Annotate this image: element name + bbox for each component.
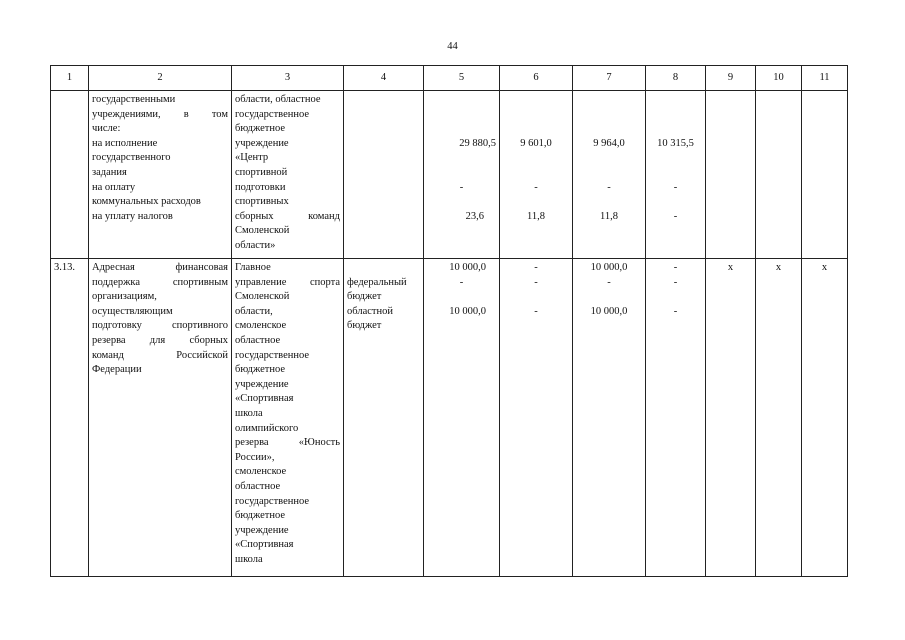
amount-cell-col8: [646, 259, 706, 577]
executor-cell: [232, 91, 344, 259]
amount-value: -: [534, 181, 538, 193]
text-line: «Центр: [235, 152, 269, 164]
header-cell: 1: [51, 66, 89, 91]
amount-value: 9 964,0: [593, 137, 625, 149]
amount-value: 10 000,0: [590, 262, 628, 273]
text-line: спортивной: [235, 166, 288, 178]
amount-cell-col6: [500, 259, 573, 577]
text-line: управление спорта: [235, 276, 340, 288]
text-line: бюджетное: [235, 123, 286, 135]
page-number: 44: [447, 41, 458, 52]
header-cell: 9: [706, 66, 756, 91]
text-line: организациям,: [92, 291, 157, 303]
text-line: на уплату налогов: [92, 210, 173, 222]
text-line: бюджетное: [235, 510, 286, 522]
measure-name-cell: [89, 259, 232, 577]
header-row: [51, 66, 848, 91]
text-line: Федерации: [92, 364, 142, 376]
text-line: федеральный: [347, 276, 407, 288]
amount-value: -: [459, 276, 464, 288]
amount-cell-col5: [424, 91, 500, 259]
text-line: поддержка спортивным: [92, 276, 228, 288]
amount-value: 11,8: [600, 210, 618, 222]
text-line: Адресная финансовая: [92, 262, 228, 273]
text-line: областной: [347, 305, 393, 317]
header-cell: 11: [802, 66, 848, 91]
text-line: школа: [235, 407, 263, 419]
row-number-cell: [51, 91, 89, 259]
amount-value: 11,8: [527, 210, 545, 222]
text-line: России»,: [235, 451, 275, 463]
indicator-cell-col10: x: [756, 259, 802, 577]
text-line: бюджет: [347, 320, 382, 332]
table-row: [51, 259, 848, 577]
amount-value: -: [673, 181, 678, 193]
funding-source-cell: [344, 91, 424, 259]
table-row: [51, 91, 848, 259]
amount-cell-col7: [573, 259, 646, 577]
measure-name-cell: [89, 91, 232, 259]
text-line: учреждениями, в том: [92, 108, 228, 120]
funding-source-cell: [344, 259, 424, 577]
indicator-cell-col11: [802, 91, 848, 259]
amount-value: -: [534, 305, 538, 317]
header-cell: 6: [500, 66, 573, 91]
text-line: подготовку спортивного: [92, 320, 228, 332]
header-cell: 8: [646, 66, 706, 91]
header-cell: 4: [344, 66, 424, 91]
text-line: спортивных: [235, 196, 289, 208]
header-cell: 3: [232, 66, 344, 91]
header-cell: 7: [573, 66, 646, 91]
amount-value: 10 315,5: [657, 137, 694, 149]
amount-value: 10 000,0: [449, 262, 486, 273]
indicator-cell-col10: [756, 91, 802, 259]
text-line: области»: [235, 239, 276, 251]
text-line: государственными: [92, 94, 176, 105]
amount-value: -: [534, 262, 538, 273]
text-line: Смоленской: [235, 291, 290, 303]
amount-cell-col6: [500, 91, 573, 259]
text-line: Смоленской: [235, 225, 290, 237]
row-number-cell: 3.13.: [51, 259, 89, 577]
text-line: на оплату: [92, 181, 136, 193]
amount-value: 23,6: [465, 210, 484, 222]
text-line: государственного: [92, 152, 171, 164]
header-cell: 2: [89, 66, 232, 91]
text-line: областное: [235, 334, 281, 346]
text-line: резерва для сборных: [92, 334, 228, 346]
text-line: команд Российской: [92, 349, 228, 361]
amount-value: -: [459, 181, 464, 193]
text-line: учреждение: [235, 524, 289, 536]
text-line: числе:: [92, 123, 121, 135]
text-line: государственное: [235, 495, 310, 507]
amount-value: -: [607, 181, 611, 193]
amount-cell-col5: [424, 259, 500, 577]
header-cell: 10: [756, 66, 802, 91]
text-line: школа: [235, 553, 263, 565]
amount-value: 10 000,0: [590, 305, 628, 317]
indicator-cell-col11: x: [802, 259, 848, 577]
amount-cell-col8: [646, 91, 706, 259]
amount-value: 29 880,5: [459, 137, 496, 149]
text-line: задания: [92, 166, 127, 178]
budget-table: [50, 65, 848, 577]
text-line: области, областное: [235, 94, 321, 105]
text-line: сборных команд: [235, 210, 340, 222]
text-line: Главное: [235, 262, 271, 273]
amount-value: 9 601,0: [520, 137, 552, 149]
text-line: областное: [235, 480, 281, 492]
text-line: «Спортивная: [235, 393, 294, 405]
executor-cell: [232, 259, 344, 577]
amount-value: -: [673, 210, 678, 222]
amount-value: -: [673, 276, 678, 288]
text-line: учреждение: [235, 137, 289, 149]
amount-value: -: [673, 262, 678, 273]
text-line: подготовки: [235, 181, 286, 193]
text-line: на исполнение: [92, 137, 158, 149]
text-line: бюджет: [347, 291, 382, 303]
amount-value: -: [673, 305, 678, 317]
text-line: резерва «Юность: [235, 437, 340, 449]
text-line: бюджетное: [235, 364, 286, 376]
text-line: олимпийского: [235, 422, 299, 434]
indicator-cell-col9: [706, 91, 756, 259]
text-line: смоленское: [235, 320, 287, 332]
text-line: осуществляющим: [92, 305, 173, 317]
text-line: коммунальных расходов: [92, 196, 201, 208]
text-line: смоленское: [235, 466, 287, 478]
amount-value: -: [607, 276, 611, 288]
text-line: учреждение: [235, 378, 289, 390]
header-cell: 5: [424, 66, 500, 91]
amount-cell-col7: [573, 91, 646, 259]
text-line: «Спортивная: [235, 539, 294, 551]
text-line: государственное: [235, 349, 310, 361]
amount-value: 10 000,0: [449, 305, 486, 317]
amount-value: -: [534, 276, 538, 288]
text-line: государственное: [235, 108, 310, 120]
indicator-cell-col9: x: [706, 259, 756, 577]
text-line: области,: [235, 305, 273, 317]
